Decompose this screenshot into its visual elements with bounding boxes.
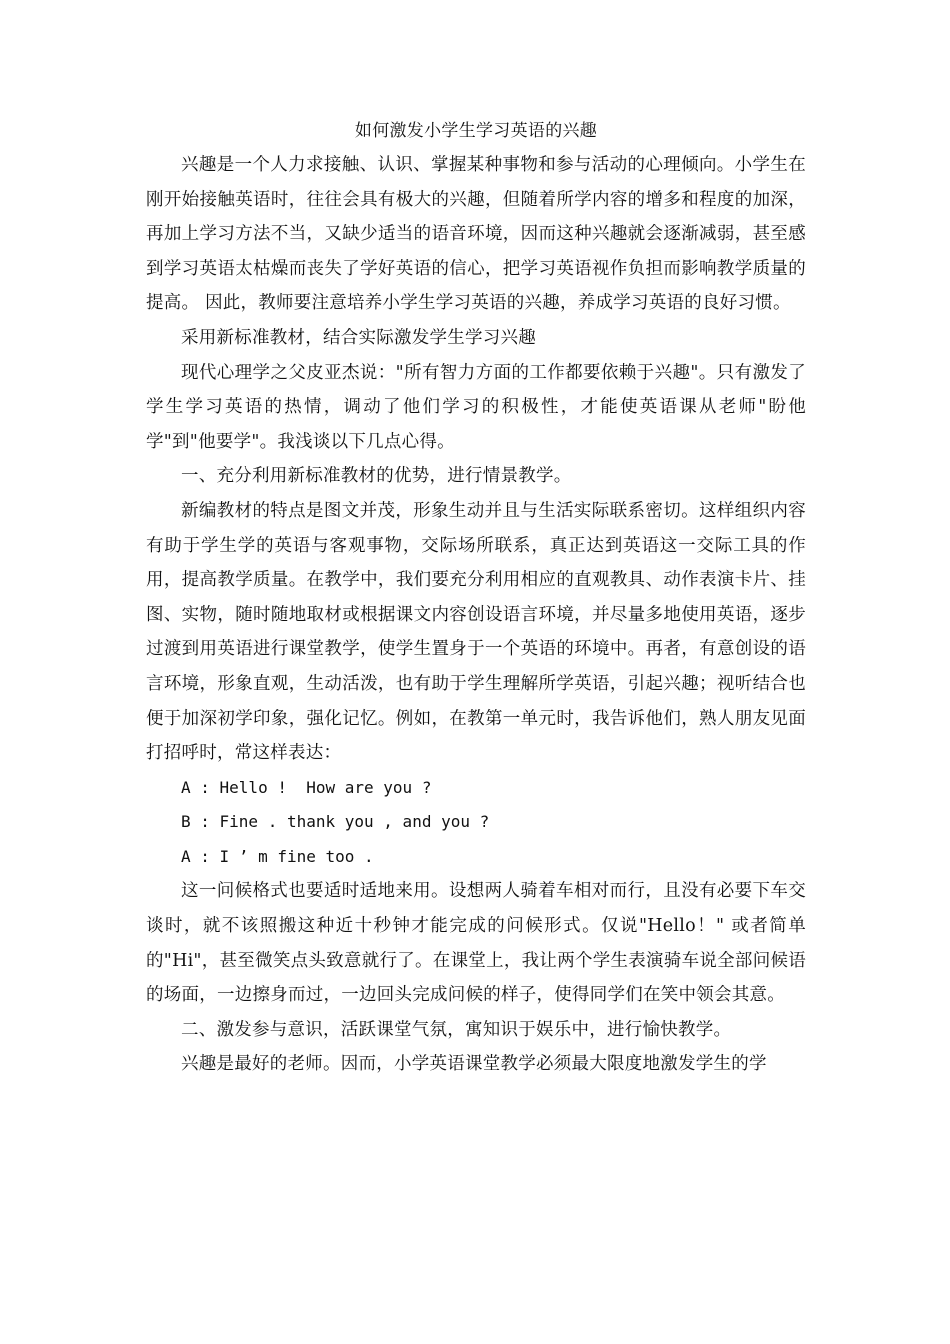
point1-body: 新编教材的特点是图文并茂，形象生动并且与生活实际联系密切。这样组织内容有助于学生学的英语与客观事物，交际场所联系，真正达到英语这一交际工具的作用，提高教学质量。在教学中，我们要充分利用相应的直观教具、动作表演卡片、挂图、实物，随时随地取材或根据课文内容创设语言环境，并尽量多地使用英语，逐步过渡到用英语进行课堂教学，使学生置身于一个英语的环境中。再者，有意创设的语言环境，形象直观，生动活泼，也有助于学生理解所学英语，引起兴趣；视听结合也便于加深初学印象，强化记忆。例如，在教第一单元时，我告诉他们，熟人朋友见面打招呼时，常这样表达：	[146, 500, 806, 764]
point2-body: 兴趣是最好的老师。因而，小学英语课堂教学必须最大限度地激发学生的学	[181, 1054, 767, 1075]
point1-heading: 一、充分利用新标准教材的优势，进行情景教学。	[181, 466, 572, 487]
document-page	[146, 118, 806, 1082]
quote-paragraph: 现代心理学之父皮亚杰说："所有智力方面的工作都要依赖于兴趣"。只有激发了学生学习英语的热情，调动了他们学习的积极性，才能使英语课从老师"盼他学"到"他要学"。我浅谈以下几点心得。	[146, 362, 806, 452]
point1-after-paragraph: 这一问候格式也要适时适地来用。设想两人骑着车相对而行，且没有必要下车交谈时，就不该照搬这种近十秒钟才能完成的问候形式。仅说"Hello！" 或者简单的"Hi"，甚至微笑点头致意就行了。在课堂上，我让两个学生表演骑车说全部问候语的场面，一边擦身而过，一边回头完成问候的样子，使得同学们在笑中领会其意。	[146, 881, 806, 1006]
dialog-line-a2: A : I ’ m fine too .	[181, 846, 374, 866]
document-title: 如何激发小学生学习英语的兴趣	[354, 121, 598, 141]
dialog-line-a1: A : Hello ! How are you ?	[181, 777, 432, 797]
point2-heading: 二、激发参与意识，活跃课堂气氛，寓知识于娱乐中，进行愉快教学。	[181, 1019, 732, 1040]
intro-paragraph: 兴趣是一个人力求接触、认识、掌握某种事物和参与活动的心理倾向。小学生在刚开始接触英语时，往往会具有极大的兴趣，但随着所学内容的增多和程度的加深，再加上学习方法不当，又缺少适当的语音环境，因而这种兴趣就会逐渐减弱，甚至感到学习英语太枯燥而丧失了学好英语的信心，把学习英语视作负担而影响教学质量的提高。 因此，教师要注意培养小学生学习英语的兴趣，养成学习英语的良好习惯。	[146, 155, 806, 314]
section-heading: 采用新标准教材，结合实际激发学生学习兴趣	[181, 327, 536, 348]
dialog-line-b: B : Fine . thank you , and you ?	[181, 812, 490, 832]
